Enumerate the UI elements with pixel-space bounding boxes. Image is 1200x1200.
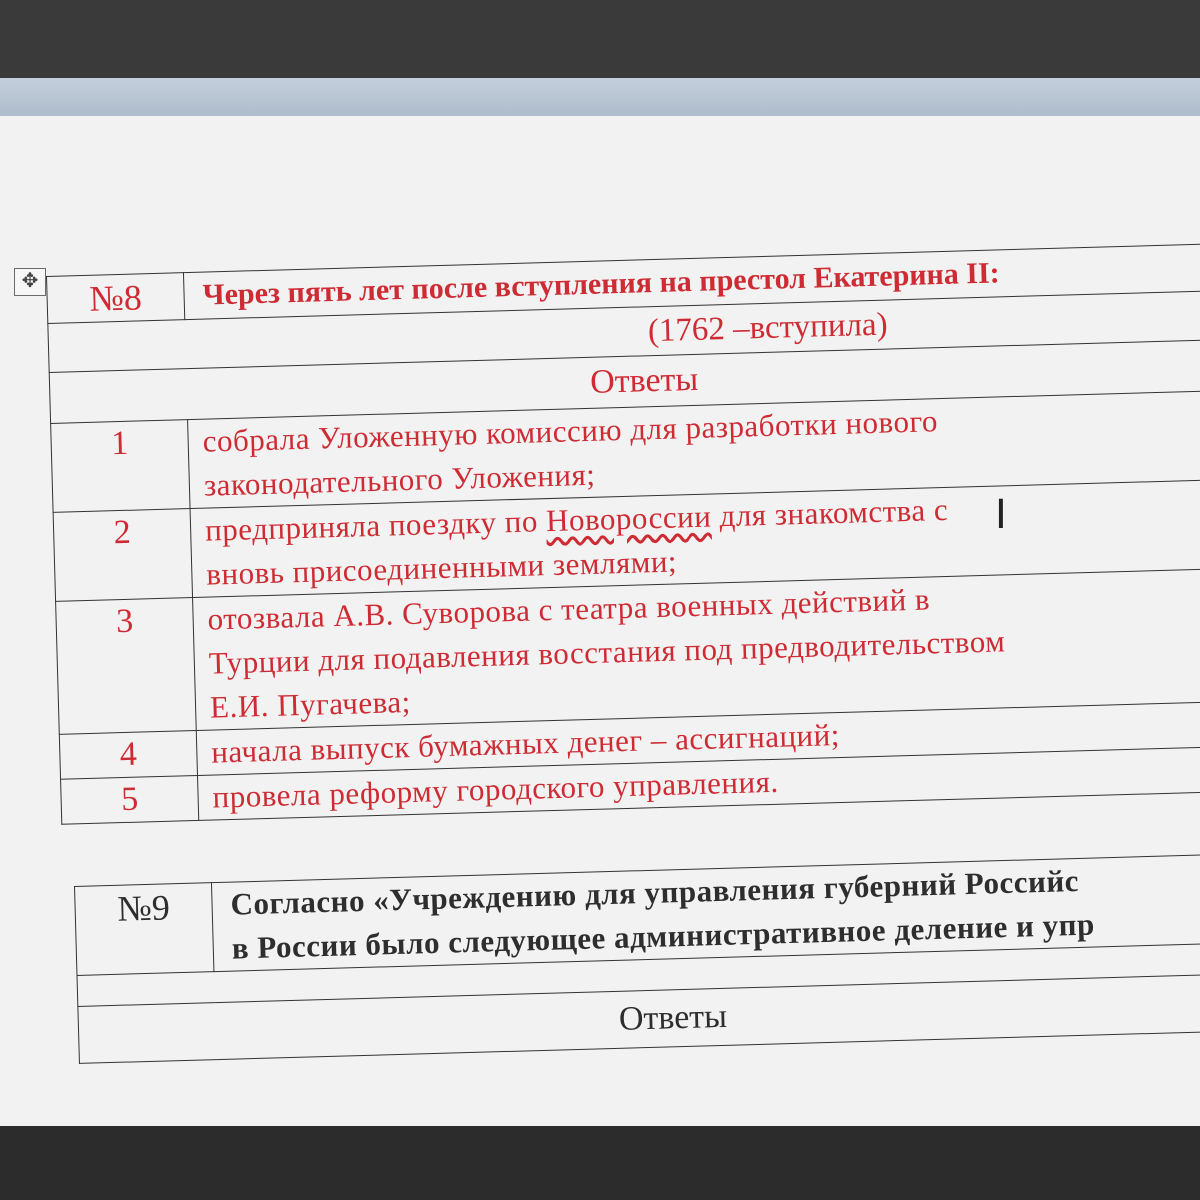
ruler-bar[interactable] (0, 78, 1200, 117)
answer-number: 5 (61, 775, 199, 824)
answer-text: предприняла поездку по (204, 503, 547, 548)
question-9-table-wrapper (74, 852, 1200, 1063)
question-9-number: №9 (75, 883, 214, 976)
answer-number: 2 (53, 509, 192, 602)
answer-line: отозвала А.В. Суворова с театра военных действий в (207, 581, 931, 637)
answer-number: 4 (59, 730, 197, 779)
question-8-text[interactable]: Через пять лет после вступления на престол Екатерина II: (183, 243, 1200, 319)
answer-number: 1 (51, 420, 190, 513)
question-line: в России было следующее административное деление и упр (231, 906, 1096, 966)
answer-line: вновь присоединенными землями; (205, 543, 678, 592)
answers-header[interactable]: Ответы (49, 339, 1200, 423)
answer-line: начала выпуск бумажных денег – ассигнаций; (210, 717, 841, 770)
table-move-handle-icon[interactable]: ✥ (14, 268, 46, 296)
answers-header[interactable]: Ответы (78, 973, 1200, 1063)
question-9-table (74, 853, 1200, 1064)
answer-line: Турции для подавления восстания под предводительством (208, 623, 1006, 681)
question-8-table-wrapper (46, 242, 1200, 824)
answer-number: 3 (56, 598, 197, 735)
question-8-table (46, 243, 1200, 825)
answer-line: провела реформу городского управления. (212, 763, 780, 815)
text-cursor-icon: Ι (995, 492, 1007, 538)
monitor-top-edge (0, 0, 1200, 78)
answer-text: для знакомства с (710, 491, 949, 534)
monitor-bottom-edge (0, 1126, 1200, 1200)
question-line: Согласно «Учреждению для управления губерний Российс (230, 862, 1080, 922)
answer-line: Е.И. Пугачева; (209, 683, 412, 725)
question-8-number: №8 (47, 273, 185, 324)
answer-line: собрала Уложенную комиссию для разработки нового (202, 403, 939, 459)
question-8-note[interactable]: (1762 –вступила) (48, 290, 1200, 372)
spellcheck-word[interactable]: Новороссии (545, 498, 712, 539)
answer-line: законодательного Уложения; (203, 456, 596, 503)
